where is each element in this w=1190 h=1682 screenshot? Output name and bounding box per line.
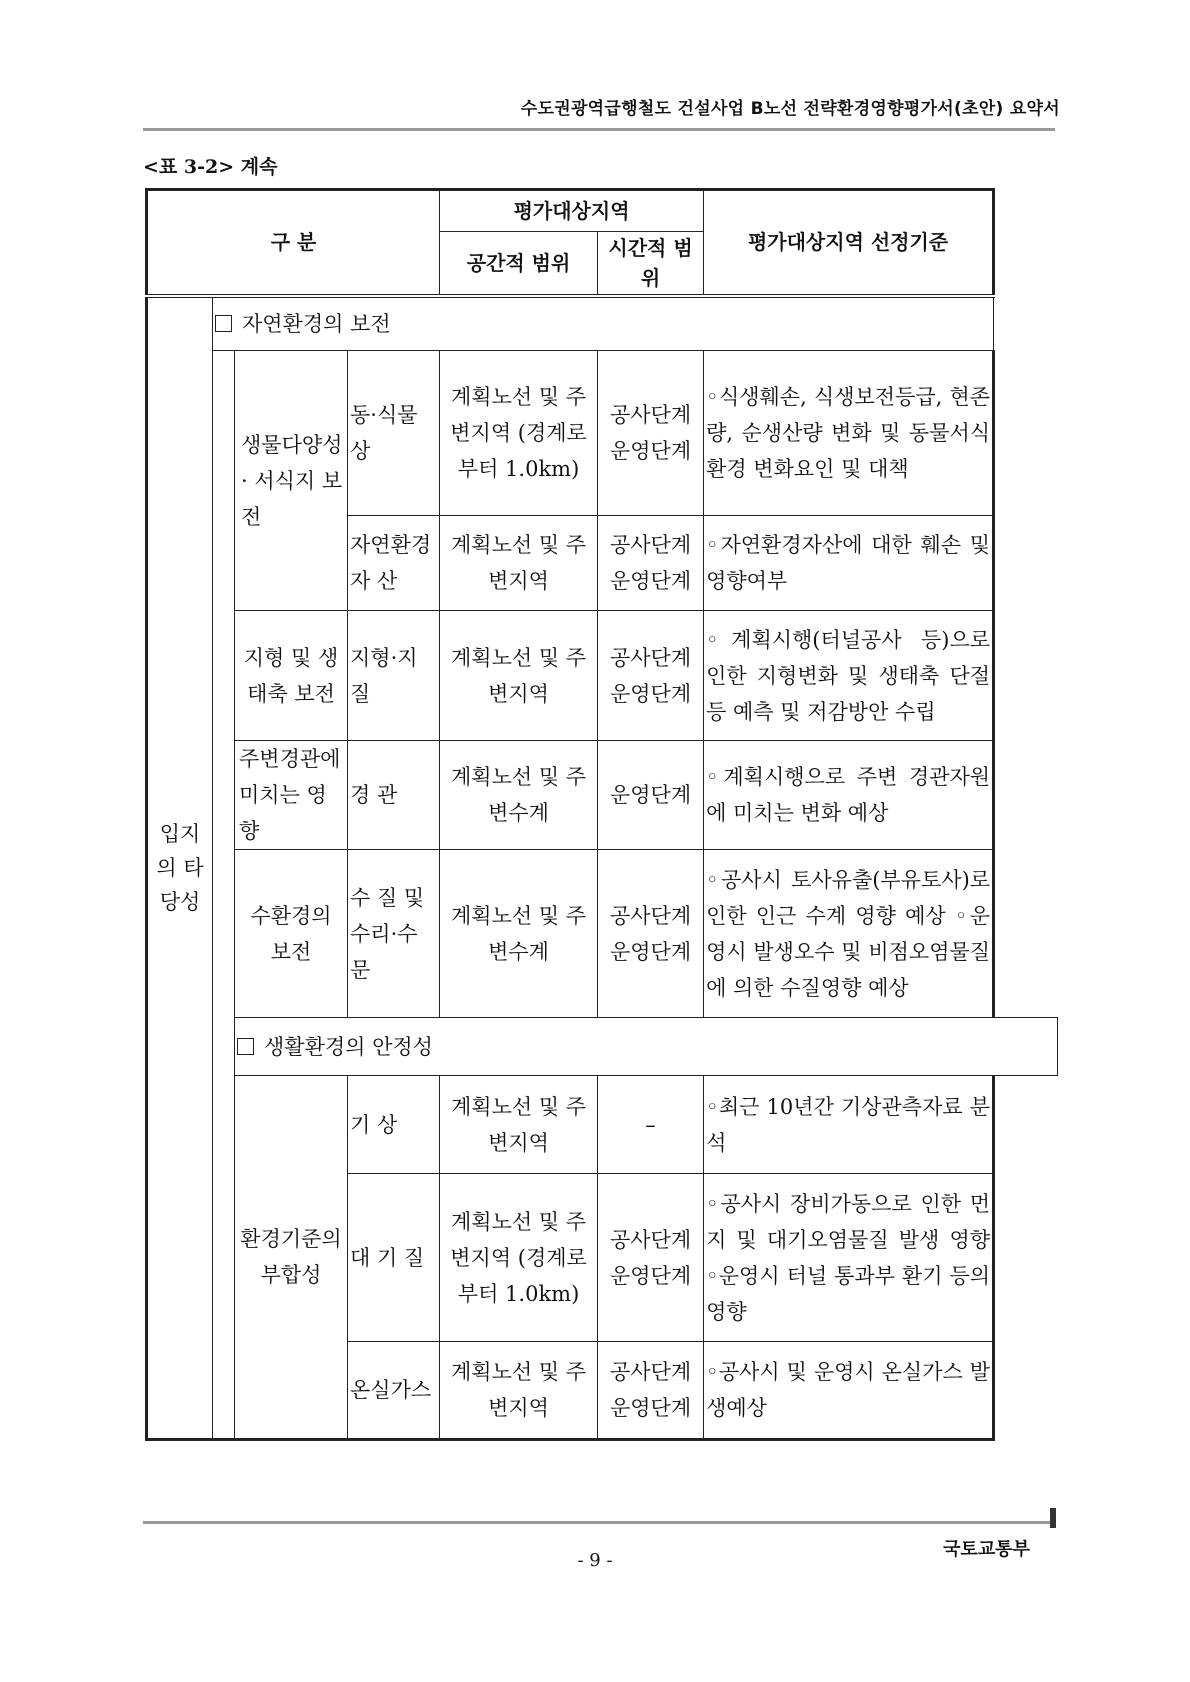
temporal-range: 운영단계 (598, 741, 704, 850)
group-name: 수환경의 보전 (235, 850, 348, 1018)
section-title-label: 생활환경의 안정성 (264, 1034, 433, 1059)
selection-criteria: ◦계획시행(터널공사 등)으로 인한 지형변화 및 생태축 단절 등 예측 및 저감방안 수립 (704, 611, 994, 741)
header-temporal: 시간적 범위 (598, 232, 704, 296)
section-indent (213, 351, 235, 1076)
checkbox-icon (215, 315, 232, 332)
item-name: 온실가스 (348, 1342, 440, 1440)
spatial-range: 계획노선 및 주변지역 (440, 1076, 598, 1174)
spatial-range: 계획노선 및 주변지역 (경계로부터 1.0km) (440, 351, 598, 516)
item-name: 경 관 (348, 741, 440, 850)
item-name: 자연환경 자 산 (348, 516, 440, 611)
selection-criteria: ◦공사시 토사유출(부유토사)로 인한 인근 수계 영향 예상 ◦운영시 발생오수 및 비점오염물질에 의한 수질영향 예상 (704, 850, 994, 1018)
item-name: 기 상 (348, 1076, 440, 1174)
selection-criteria: ◦최근 10년간 기상관측자료 분석 (704, 1076, 994, 1174)
item-name: 수 질 및 수리·수문 (348, 850, 440, 1018)
selection-criteria: ◦자연환경자산에 대한 훼손 및 영향여부 (704, 516, 994, 611)
spatial-range: 계획노선 및 주변수계 (440, 741, 598, 850)
section-title-natural (213, 296, 994, 351)
selection-criteria: ◦공사시 및 운영시 온실가스 발생예상 (704, 1342, 994, 1440)
group-name: 지형 및 생태축 보전 (235, 611, 348, 741)
footer-tick-mark (1050, 1508, 1056, 1528)
spatial-range: 계획노선 및 주변지역 (440, 1342, 598, 1440)
checkbox-icon (237, 1038, 254, 1055)
temporal-range: 공사단계 운영단계 (598, 516, 704, 611)
header-area-group: 평가대상지역 (440, 190, 704, 232)
spatial-range: 계획노선 및 주변지역 (440, 611, 598, 741)
temporal-range: 공사단계 운영단계 (598, 611, 704, 741)
table-caption: <표 3-2> 계속 (143, 156, 278, 178)
header-rule (143, 128, 1055, 131)
document-header-title: 수도권광역급행철도 건설사업 B노선 전략환경영향평가서(초안) 요약서 (520, 99, 1060, 119)
outer-category-cell: 입지의 타당성 (147, 296, 213, 1440)
selection-criteria: ◦계획시행으로 주변 경관자원에 미치는 변화 예상 (704, 741, 994, 850)
evaluation-area-table (145, 188, 1058, 1441)
spatial-range: 계획노선 및 주변지역 (440, 516, 598, 611)
header-category: 구 분 (147, 190, 440, 296)
page-number: - 9 - (577, 1550, 613, 1571)
spatial-range: 계획노선 및 주변수계 (440, 850, 598, 1018)
temporal-range: – (598, 1076, 704, 1174)
temporal-range: 공사단계 운영단계 (598, 1342, 704, 1440)
group-name: 환경기준의 부합성 (235, 1076, 348, 1440)
section-title-label: 자연환경의 보전 (242, 311, 391, 336)
temporal-range: 공사단계 운영단계 (598, 1174, 704, 1342)
ministry-name: 국토교통부 (943, 1539, 1030, 1560)
header-spatial: 공간적 범위 (440, 232, 598, 296)
item-name: 동·식물상 (348, 351, 440, 516)
temporal-range: 공사단계 운영단계 (598, 850, 704, 1018)
footer-rule (143, 1521, 1055, 1524)
spatial-range: 계획노선 및 주변지역 (경계로부터 1.0km) (440, 1174, 598, 1342)
section-indent (213, 1076, 235, 1440)
header-criteria: 평가대상지역 선정기준 (704, 190, 994, 296)
temporal-range: 공사단계 운영단계 (598, 351, 704, 516)
item-name: 대 기 질 (348, 1174, 440, 1342)
selection-criteria: ◦공사시 장비가동으로 인한 먼지 및 대기오염물질 발생 영향 ◦운영시 터널 통과부 환기 등의 영향 (704, 1174, 994, 1342)
group-name: 생물다양성· 서식지 보전 (235, 351, 348, 611)
item-name: 지형·지질 (348, 611, 440, 741)
section-title-living (235, 1018, 1058, 1076)
group-name: 주변경관에 미치는 영향 (235, 741, 348, 850)
selection-criteria: ◦식생훼손, 식생보전등급, 현존량, 순생산량 변화 및 동물서식 환경 변화요인 및 대책 (704, 351, 994, 516)
